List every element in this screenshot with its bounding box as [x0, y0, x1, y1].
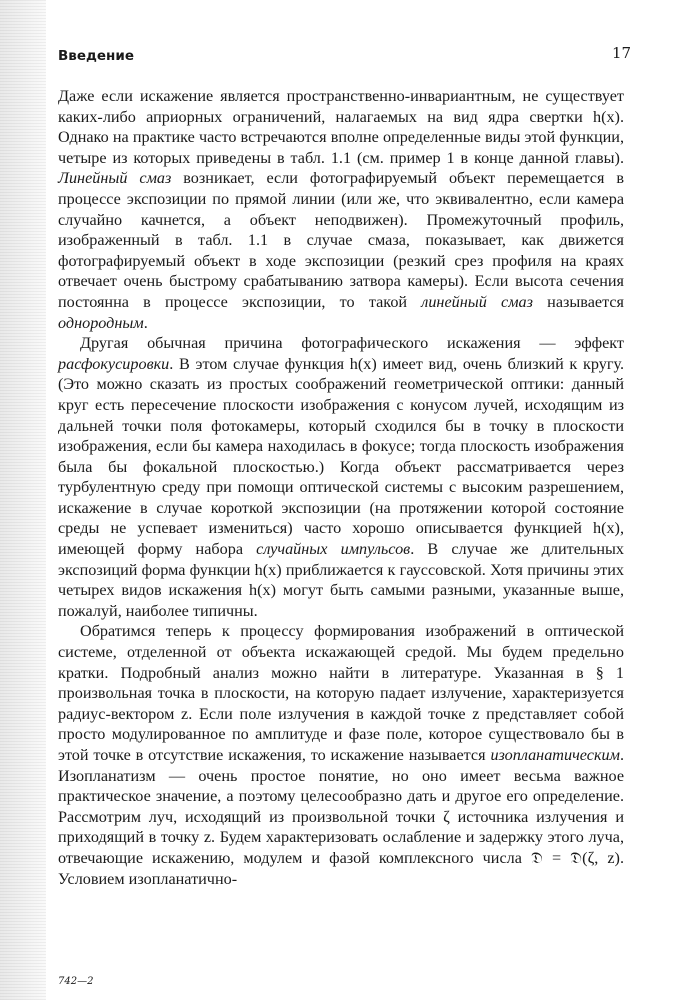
italic-term: изопланатическим — [490, 746, 620, 764]
text-run: Другая обычная причина фотографического искажения — эффект — [80, 334, 624, 353]
running-header-title: Введение — [58, 48, 134, 64]
body-text — [58, 86, 624, 889]
signature-mark: 742—2 — [58, 976, 94, 987]
text-run: Даже если искажение является пространственно-инвариантным, не существует каких-либо априорных ограничений, налагаемых на вид ядра свертки h(x). Однако на практике часто встречаются вполне определенные виды этой функции, четыре из которых приведены в табл. 1.1 (см. пример 1 в конце данной главы). — [58, 87, 624, 167]
italic-term: линейный смаз — [421, 292, 533, 311]
text-run: . В этом случае функция h(x) имеет вид, очень близкий к кругу. (Это можно сказать из простых соображений геометрической оптики: данный круг есть пересечение плоскости изображения с конусом лучей, исходящим из дальней точки поля фотокамеры, который сходился бы в точку в плоскости изображения, если бы камера находилась в фокусе; тогда плоскость изображения была бы фокальной плоскостью.) Когда объект рассматривается через турбулентную среду при помощи оптической системы с высоким разрешением, искажение в случае короткой экспозиции (на протяжении которой состояние среды не успевает измениться) часто хорошо описывается функцией h(x), имеющей форму набора — [58, 354, 624, 559]
text-run: . Изопланатизм — очень простое понятие, но оно имеет весьма важное практическое значение, а поэтому целесообразно дать и другое его определение. Рассмотрим луч, исходящий из произвольной точки ζ источника излучения и приходящий в точку z. Будем характеризовать ослабление и задержку этого луча, отвечающие искажению, модулем и фазой комплексного числа 𝔇 = 𝔇(ζ, z). Условием изопланатично- — [58, 746, 624, 888]
italic-term: однородным — [58, 313, 144, 332]
text-run: называется — [532, 292, 624, 311]
paragraph-3 — [58, 621, 624, 889]
text-run: . В случае же длительных экспозиций форма функции h(x) приближается к гауссовской. Хотя причины этих четырех видов искажения h(x) могут быть самыми разными, указанные выше, пожалуй, наиболее типичны. — [58, 540, 624, 620]
text-run: возникает, если фотографируемый объект перемещается в процессе экспозиции по прямой линии (или же, что эквивалентно, если камера случайно качнется, а объект неподвижен). Промежуточный профиль, изображенный в табл. 1.1 в случае смаза, показывает, как движется фотографируемый объект в ходе экспозиции (резкий срез профиля на краях отвечает очень быстрому срабатыванию затвора камеры). Если высота сечения постоянна в процессе экспозиции, то такой — [58, 169, 624, 311]
italic-term: случайных импульсов — [256, 540, 411, 559]
text-run: Обратимся теперь к процессу формирования изображений в оптической системе, отделенной от объекта искажающей средой. Мы будем предельно кратки. Подробный анализ можно найти в литературе. Указанная в § 1 произвольная точка в плоскости, на которую падает излучение, характеризуется радиус-вектором z. Если поле излучения в каждой точке z представляет собой просто модулированное по амплитуде и фазе поле, которое существовало бы в этой точке в отсутствие искажения, то искажение называется — [58, 622, 624, 764]
paragraph-1 — [58, 86, 624, 333]
text-run: . — [143, 313, 148, 332]
page-number: 17 — [612, 44, 632, 62]
italic-term: расфокусировки — [58, 354, 170, 373]
paragraph-2 — [58, 333, 624, 621]
scan-edge-shadow — [0, 0, 46, 1000]
italic-term: Линейный смаз — [58, 169, 172, 188]
